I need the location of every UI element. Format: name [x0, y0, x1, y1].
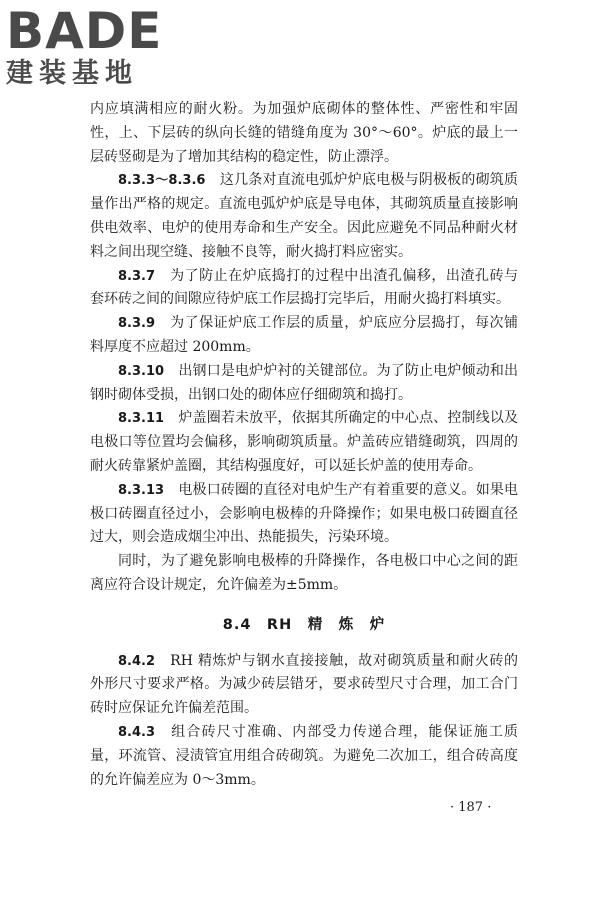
clause-8-3-9: 8.3.9 为了保证炉底工作层的质量，炉底应分层捣打，每次铺料厚度不应超过 200mm。	[90, 315, 519, 355]
clause-number: 8.4.2	[118, 653, 156, 669]
section-title-8-4: 8.4 RH 精 炼 炉	[222, 616, 386, 633]
clause-number: 8.3.10	[118, 363, 165, 379]
page-number: · 187 ·	[450, 800, 492, 815]
clause-number: 8.3.9	[118, 316, 156, 332]
clause-number: 8.3.13	[118, 482, 165, 498]
logo-subtitle: 建装基地	[6, 58, 138, 89]
clause-8-3-11: 8.3.11 炉盖圈若未放平，依据其所确定的中心点、控制线以及电极口等位置均会偏移，影响砌筑质量。炉盖砖应错缝砌筑，四周的耐火砖靠紧炉盖圈，其结构强度好，可以延长炉盖的使用寿命。	[90, 410, 519, 474]
clause-8-4-2: 8.4.2 RH 精炼炉与钢水直接接触，故对砌筑质量和耐火砖的外形尺寸要求严格。为减少砖层错牙，要求砖型尺寸合理，加工合门砖时应保证允许偏差范围。	[90, 652, 519, 717]
clause-8-3-13: 8.3.13 电极口砖圈的直径对电炉生产有着重要的意义。如果电极口砖圈直径过小，会影响电极棒的升降操作；如果电极口砖圈直径过大，则会造成烟尘冲出、热能损失，污染环境。	[90, 481, 519, 546]
paragraph-continuation: 内应填满相应的耐火粉。为加强炉底砌体的整体性、严密性和牢固性，上、下层砖的纵向长缝的错缝角度为 30°～60°。炉底的最上一层砖竖砌是为了增加其结构的稳定性，防止漂浮。	[90, 101, 518, 165]
logo-brand: BADE	[6, 2, 163, 60]
document-body	[90, 98, 518, 792]
clause-8-4-3: 8.4.3 组合砖尺寸准确、内部受力传递合理，能保证施工质量，环流管、浸渍管宜用组合砖砌筑。为避免二次加工，组合砖高度的允许偏差应为 0～3mm。	[90, 723, 518, 788]
clause-8-3-10: 8.3.10 出钢口是电炉炉衬的关键部位。为了防止电炉倾动和出钢时砌体受损，出钢口处的砌体应仔细砌筑和捣打。	[90, 362, 519, 403]
clause-8-3-3-8-3-6: 8.3.3～8.3.6 这几条对直流电弧炉炉底电极与阴极板的砌筑质量作出严格的规定。直流电弧炉炉底是导电体，其砌筑质量直接影响供电效率、电炉的使用寿命和生产安全。因此应避免不同品种耐火材料之间出现空缝、接触不良等，耐火捣打料应密实。	[90, 172, 519, 260]
clause-8-3-7: 8.3.7 为了防止在炉底捣打的过程中出渣孔偏移，出渣孔砖与套环砖之间的间隙应待炉底工作层捣打完毕后，用耐火捣打料填实。	[90, 267, 519, 308]
clause-number: 8.3.11	[118, 411, 165, 427]
clause-number: 8.3.7	[118, 268, 156, 284]
bade-logo	[6, 2, 176, 96]
paragraph-electrode-spacing: 同时，为了避免影响电极棒的升降操作，各电极口中心之间的距离应符合设计规定，允许偏差为±5mm。	[90, 553, 518, 593]
clause-number: 8.3.3～8.3.6	[118, 173, 206, 189]
clause-number: 8.4.3	[118, 724, 156, 740]
